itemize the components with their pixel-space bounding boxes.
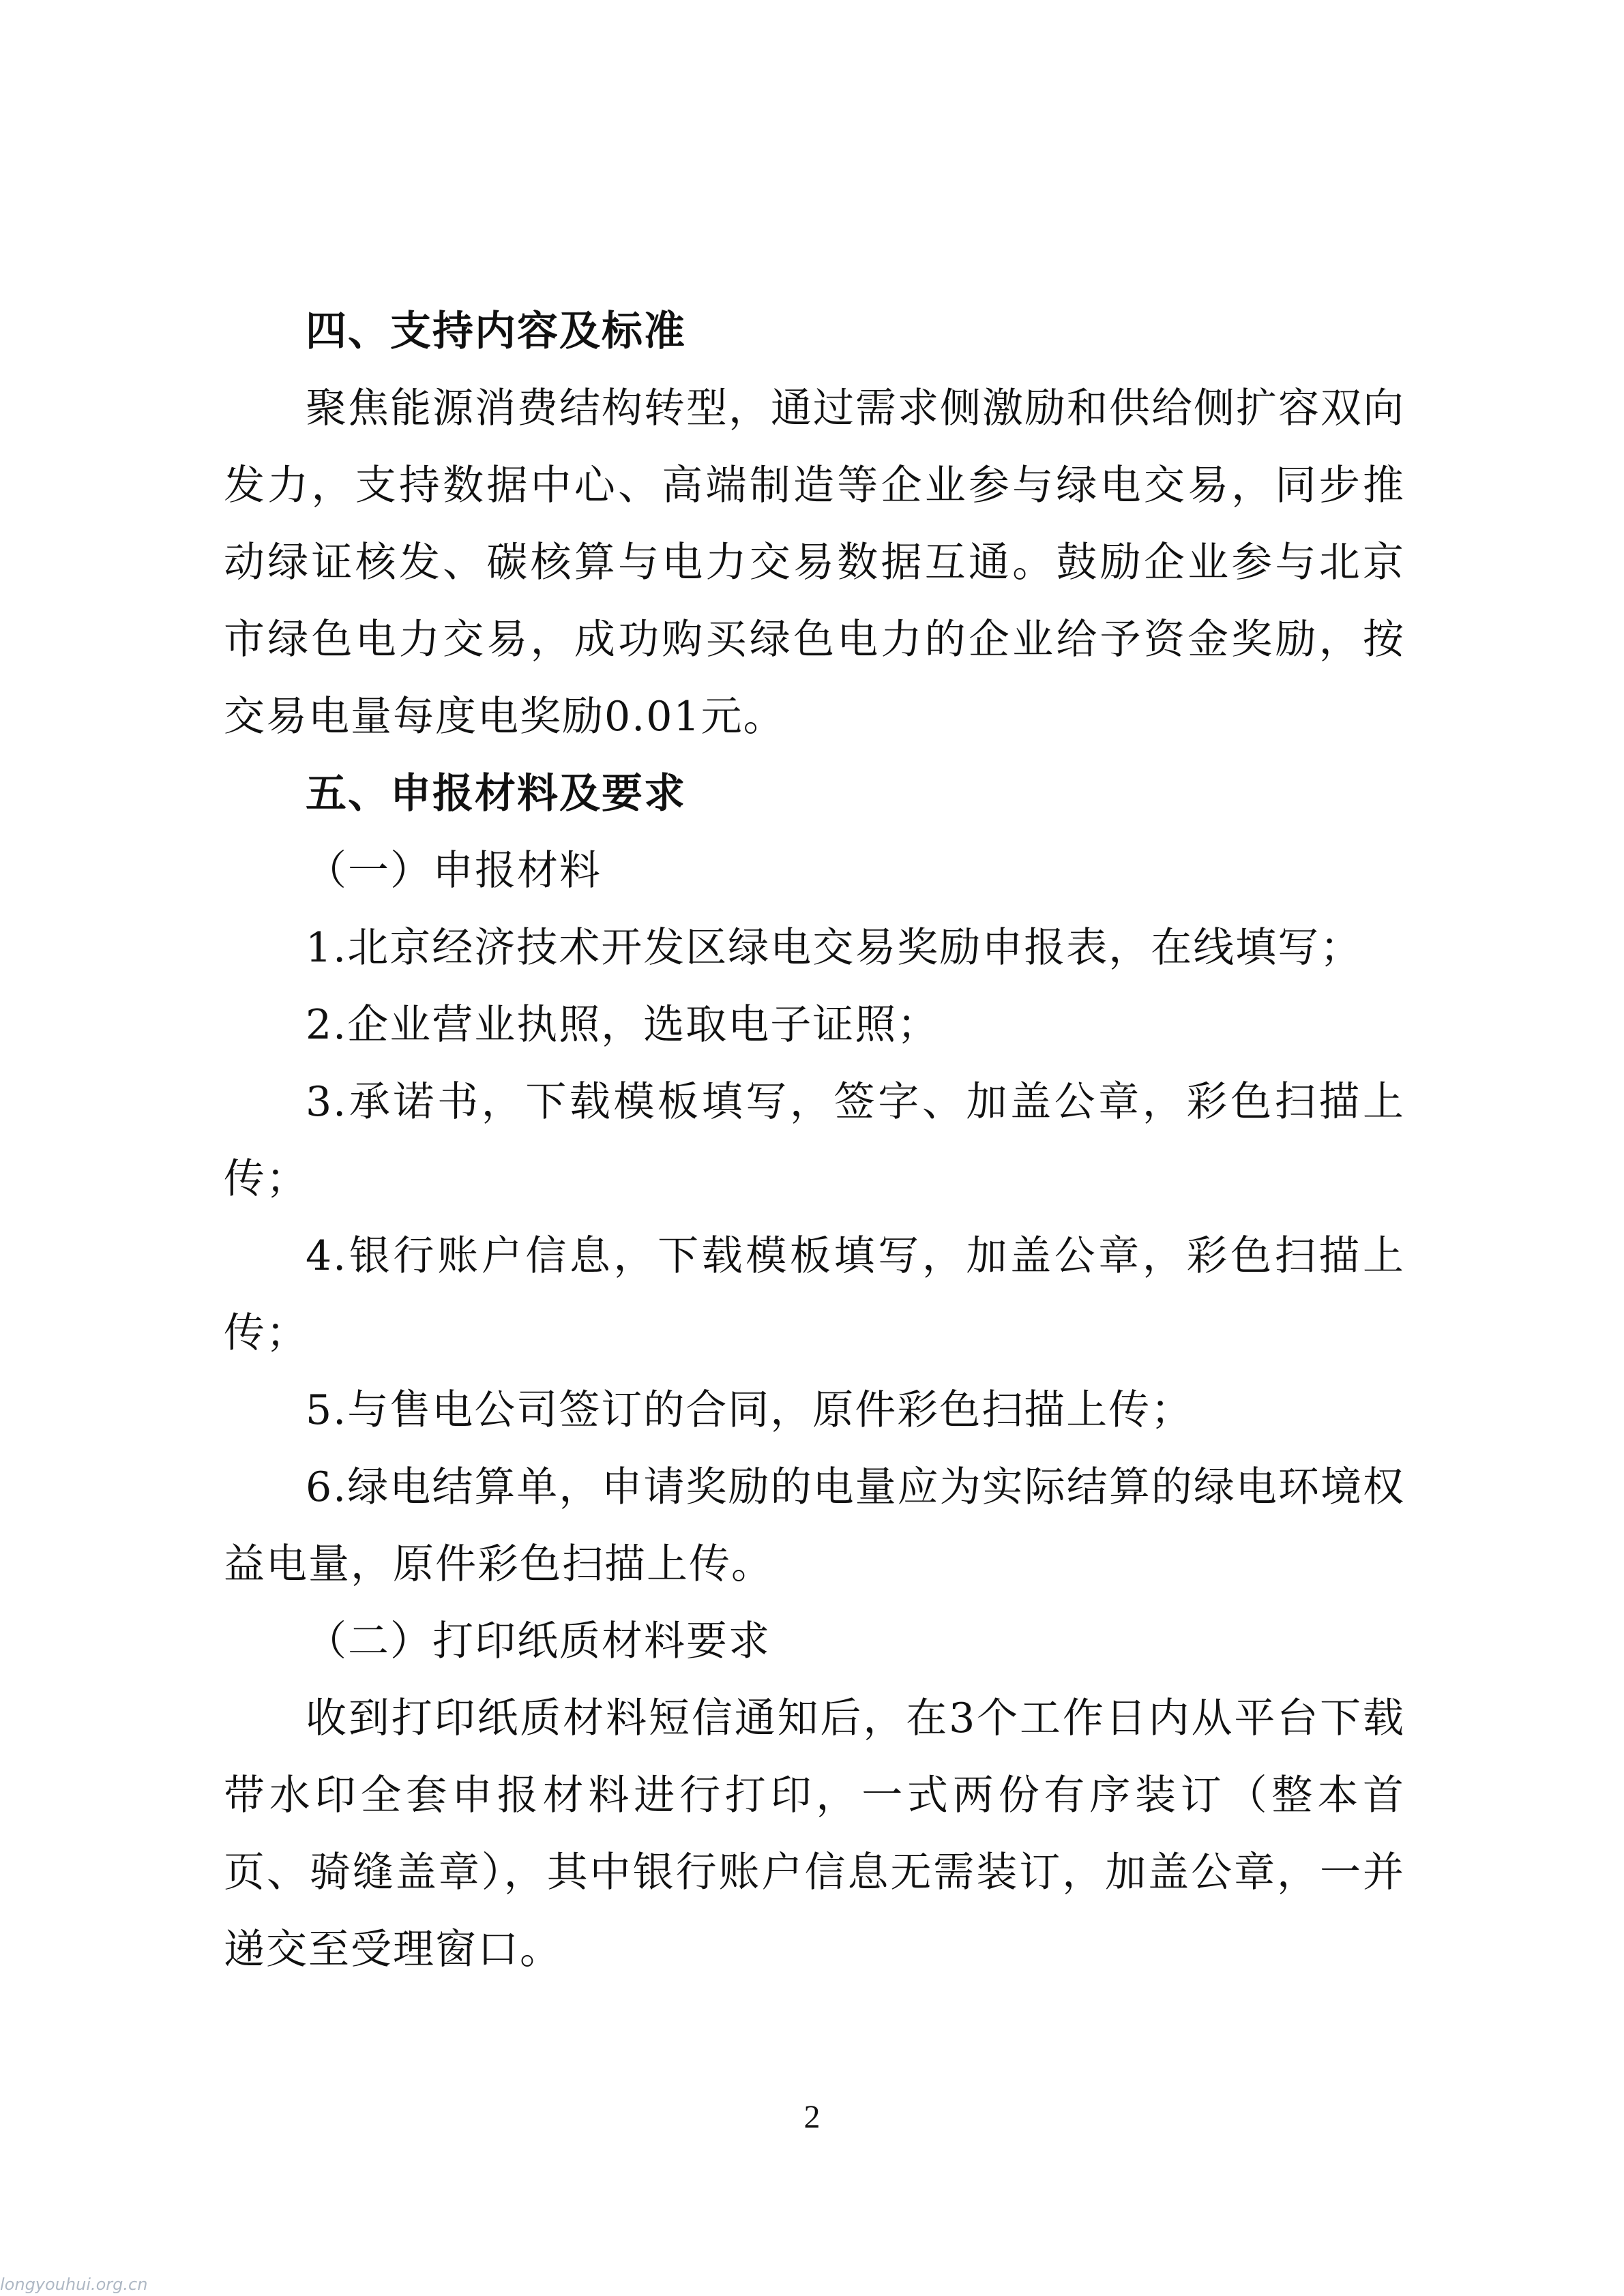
watermark-text: longyouhui.org.cn — [0, 2275, 148, 2294]
section-heading-support: 四、支持内容及标准 — [306, 308, 686, 355]
materials-item-6: 6.绿电结算单，申请奖励的电量应为实际结算的绿电环境权益电量，原件彩色扫描上传。 — [224, 1463, 1405, 1588]
materials-item-1: 1.北京经济技术开发区绿电交易奖励申报表，在线填写； — [306, 924, 1363, 972]
subsection-title-materials: （一）申报材料 — [306, 847, 602, 895]
print-requirements-paragraph: 收到打印纸质材料短信通知后，在3个工作日内从平台下载带水印全套申报材料进行打印，一式两份有序装订（整本首页、骑缝盖章），其中银行账户信息无需装订，加盖公章，一并递交至受理窗口。 — [224, 1695, 1405, 1973]
subsection-title-print: （二）打印纸质材料要求 — [306, 1617, 771, 1665]
materials-item-3: 3.承诺书，下载模板填写，签字、加盖公章，彩色扫描上传； — [224, 1078, 1405, 1203]
materials-item-2: 2.企业营业执照，选取电子证照； — [306, 1001, 940, 1049]
document-body — [224, 293, 1405, 1988]
support-paragraph: 聚焦能源消费结构转型，通过需求侧激励和供给侧扩容双向发力，支持数据中心、高端制造等企业参与绿电交易，同步推动绿证核发、碳核算与电力交易数据互通。鼓励企业参与北京市绿色电力交易，成功购买绿色电力的企业给予资金奖励，按交易电量每度电奖励0.01元。 — [224, 385, 1405, 741]
materials-item-5: 5.与售电公司签订的合同，原件彩色扫描上传； — [306, 1386, 1194, 1434]
materials-item-4: 4.银行账户信息，下载模板填写，加盖公章，彩色扫描上传； — [224, 1232, 1405, 1357]
section-heading-materials: 五、申报材料及要求 — [306, 770, 686, 818]
page-number: 2 — [803, 2099, 821, 2135]
